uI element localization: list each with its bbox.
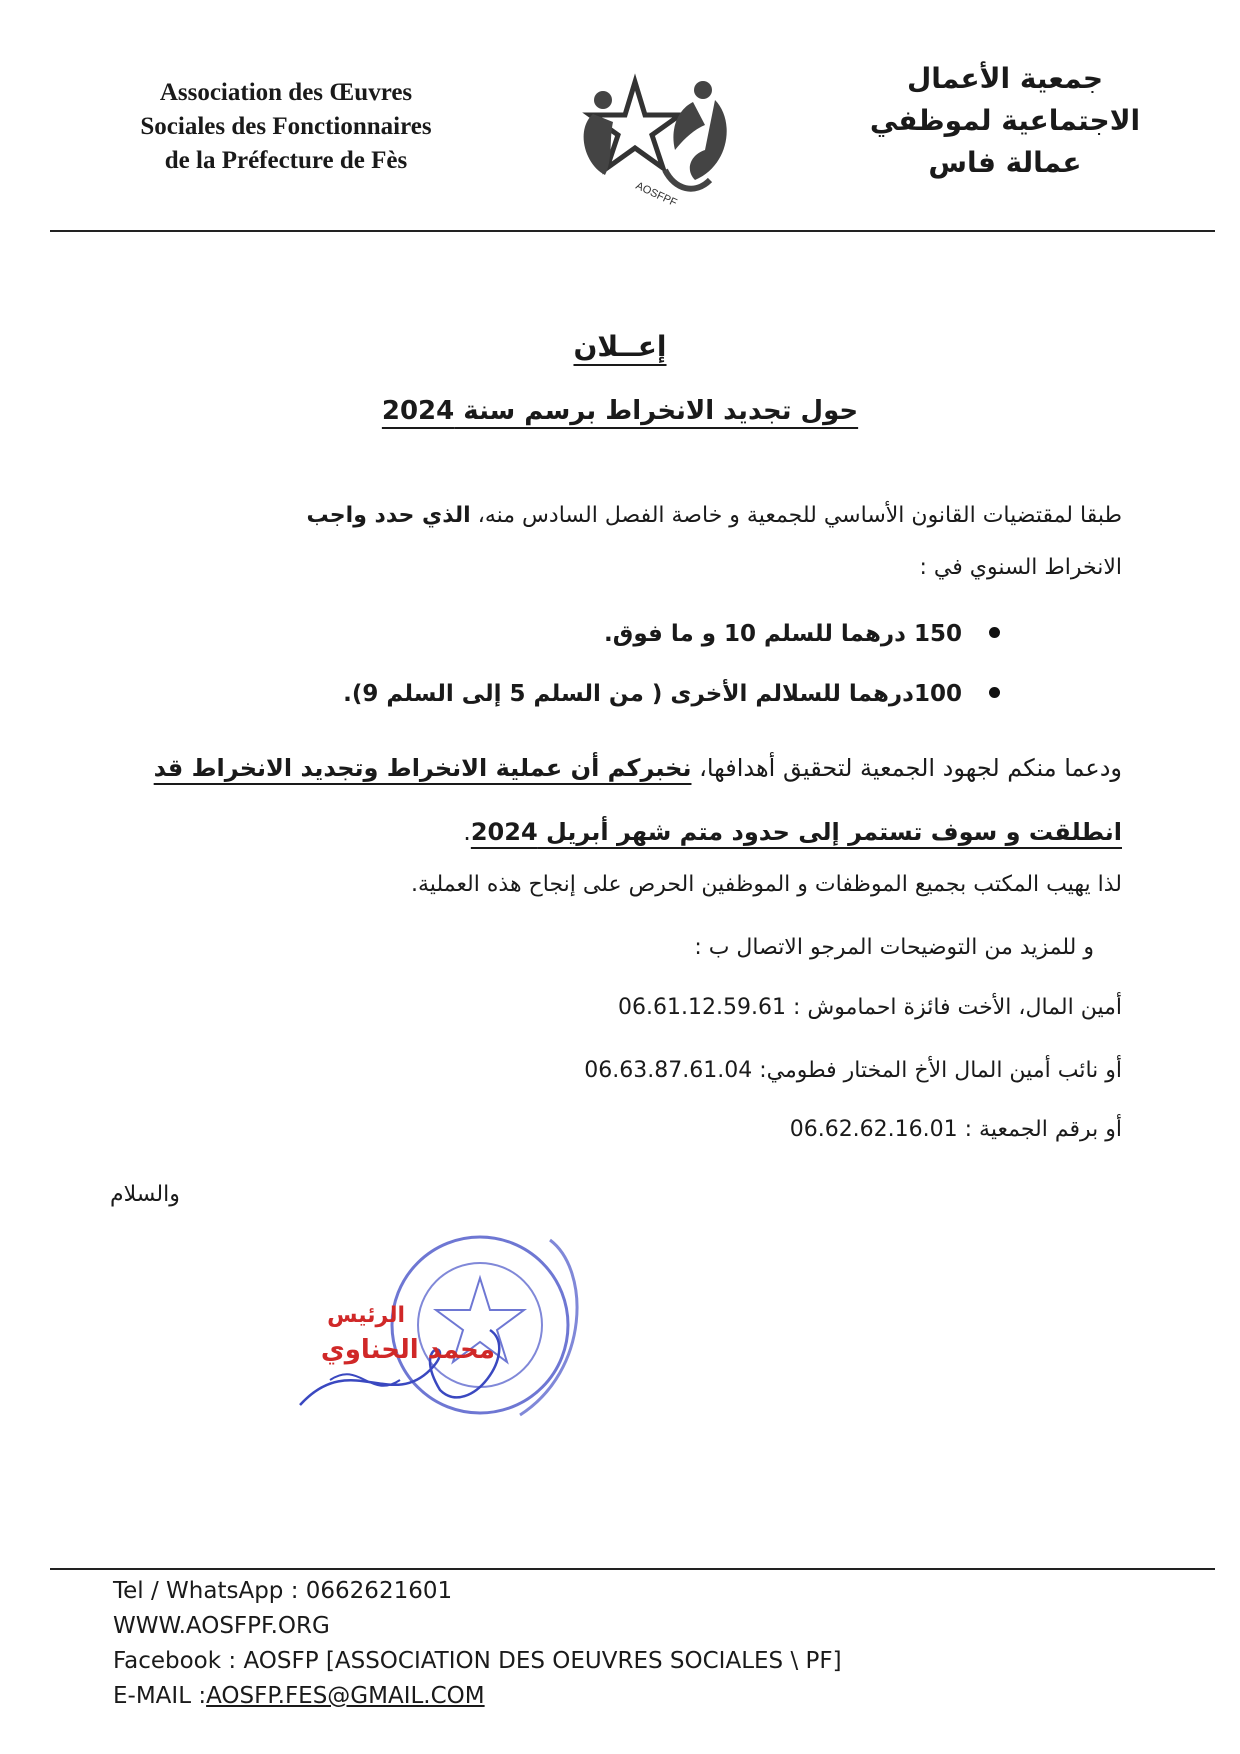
notice-text: ودعما منكم لجهود الجمعية لتحقيق أهدافها، — [699, 754, 1122, 782]
announcement-subtitle: حول تجديد الانخراط برسم سنة 2024 — [381, 396, 859, 426]
closing-greeting: والسلام — [110, 1182, 180, 1207]
contact-line — [584, 1058, 1122, 1083]
footer-facebook: Facebook : AOSFP [ASSOCIATION DES OEUVRES SOCIALES \ PF] — [113, 1648, 842, 1674]
contact-label: أو نائب أمين المال الأخ المختار فطومي: — [759, 1058, 1122, 1083]
fee-item-text: 150 درهما للسلم 10 و ما فوق. — [604, 621, 962, 647]
appeal-text: لذا يهيب المكتب بجميع الموظفات و الموظفين الحرص على إنجاح هذه العملية. — [411, 872, 1122, 897]
arabic-header-line: الاجتماعية لموظفي — [869, 104, 1141, 137]
contact-phone: 06.62.62.16.01 — [789, 1117, 958, 1142]
fee-list — [200, 612, 1000, 732]
logo-caption: AOSFPF — [633, 179, 679, 210]
list-item — [200, 672, 1000, 732]
intro-continuation: الانخراط السنوي في : — [919, 555, 1122, 580]
contact-label: أو برقم الجمعية : — [964, 1117, 1122, 1142]
intro-bold-text: الذي حدد واجب — [306, 503, 471, 528]
footer-website-link[interactable]: WWW.AOSFPF.ORG — [113, 1613, 330, 1639]
contact-line — [790, 1117, 1122, 1142]
arabic-header-line: عمالة فاس — [928, 146, 1082, 179]
arabic-association-name — [860, 58, 1150, 184]
list-item — [200, 612, 1000, 672]
fee-item-text: 100درهما للسلالم الأخرى ( من السلم 5 إلى السلم 9). — [343, 681, 962, 707]
footer-email-label: E-MAIL : — [113, 1683, 207, 1709]
contact-phone: 06.63.87.61.04 — [584, 1058, 753, 1083]
footer-email-line — [113, 1679, 842, 1714]
contact-label: أمين المال، الأخت فائزة احماموش : — [793, 995, 1122, 1020]
notice-end: . — [463, 818, 471, 846]
french-header-line: Association des Œuvres — [159, 79, 413, 106]
footer-email-link[interactable]: AOSFP.FES@GMAIL.COM — [206, 1683, 485, 1709]
signature-name: محمد الحناوي — [320, 1335, 495, 1365]
footer-divider — [50, 1568, 1215, 1570]
bullet-icon — [989, 627, 1000, 638]
bullet-icon — [989, 687, 1000, 698]
signature-title: الرئيس — [327, 1303, 405, 1328]
arabic-header-line: جمعية الأعمال — [906, 62, 1104, 95]
official-stamp-and-signature — [290, 1230, 630, 1430]
footer-phone: Tel / WhatsApp : 0662621601 — [113, 1578, 453, 1604]
footer-contact-info — [113, 1574, 842, 1714]
notice-paragraph — [62, 736, 1122, 864]
french-header-line: de la Préfecture de Fès — [164, 147, 408, 174]
intro-paragraph — [62, 490, 1122, 594]
contact-intro: و للمزيد من التوضيحات المرجو الاتصال ب : — [694, 935, 1094, 960]
french-association-name — [96, 76, 476, 178]
notice-underlined-text: نخبركم أن عملية الانخراط وتجديد الانخراط قد انطلقت و سوف تستمر إلى حدود متم شهر أبريل 2024 — [153, 754, 1122, 846]
association-logo — [565, 70, 745, 210]
intro-text: طبقا لمقتضيات القانون الأساسي للجمعية و خاصة الفصل السادس منه، — [477, 503, 1122, 528]
announcement-title: إعــلان — [573, 330, 667, 363]
contact-phone: 06.61.12.59.61 — [618, 995, 786, 1020]
header-divider — [50, 230, 1215, 232]
contact-line — [618, 995, 1122, 1020]
french-header-line: Sociales des Fonctionnaires — [140, 113, 432, 140]
